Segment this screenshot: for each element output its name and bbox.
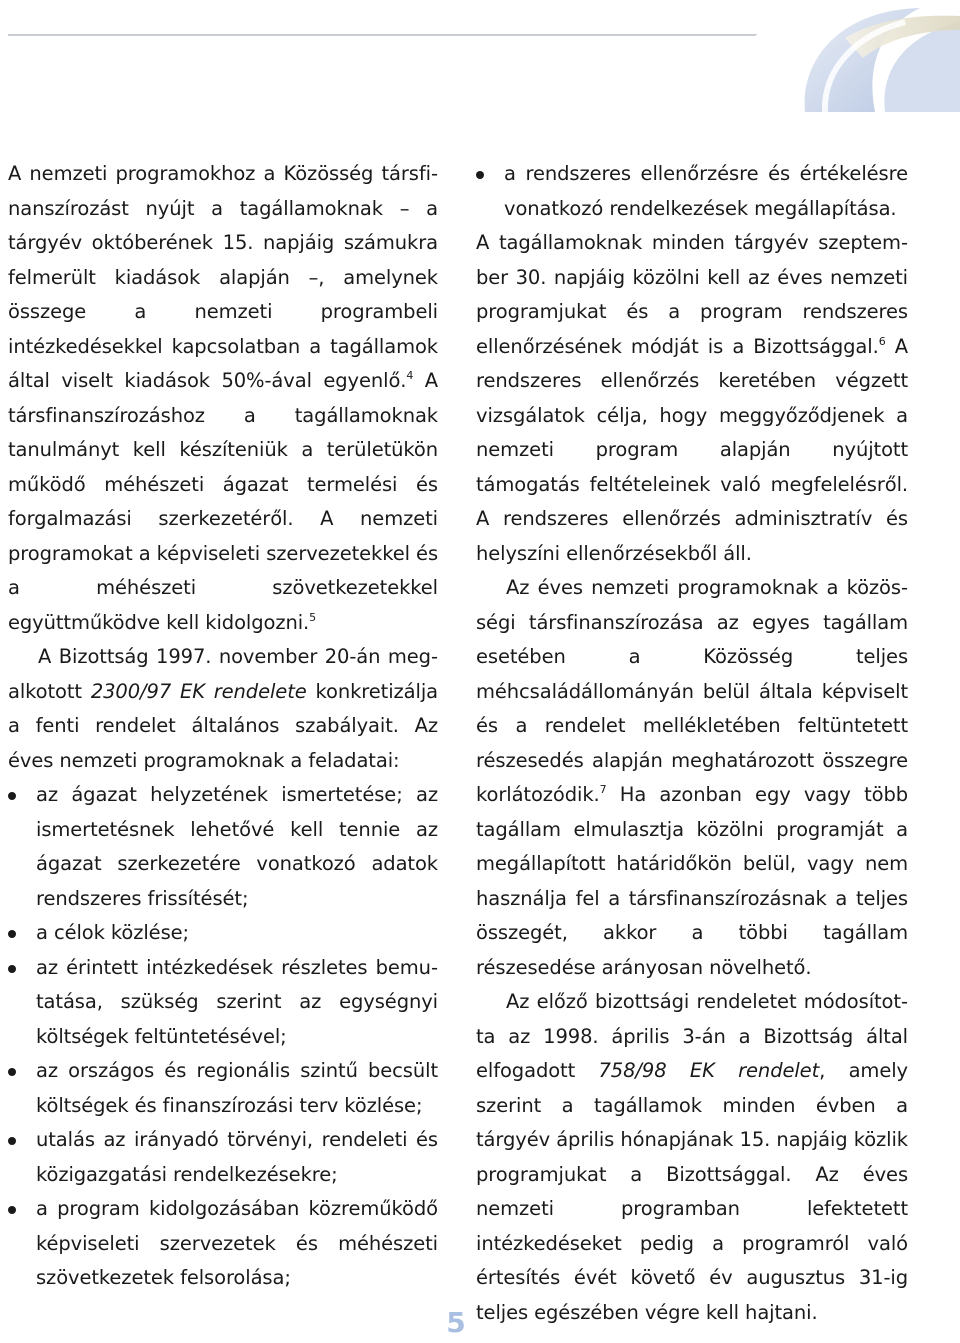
page-number: 5 (446, 1306, 466, 1339)
left-column (8, 157, 438, 1296)
list-item: az érintett intézkedések részletes bemutatása, szükség szerint az egységnyi költségek feltüntetésével; (8, 951, 438, 1055)
footnote-ref: 5 (309, 610, 317, 624)
paragraph: A tagállamoknak minden tárgyév szeptember 30. napjáig közölni kell az éves nemzeti programjukat és a program rendszeres ellenőrzésének módját is a Bizottsággal.$^6$ A rendszeres ellenőrzés keretében végzett vizsgálatok célja, hogy meggyőződjenek a nemzeti program alapján nyújtott támogatás feltételeinek való megfelelésről. A rendszeres ellenőrzés adminisztratív és helyszíni ellenőrzésekből áll. (476, 231, 908, 565)
list-item: utalás az irányadó törvényi, rendeleti és közigazgatási rendelkezésekre; (8, 1123, 438, 1192)
paragraph: Az éves nemzeti programoknak a közösségi társfinanszírozása az egyes tagállam esetében a Közösség teljes méhcsaládállományán belül általa képviselt és a rendelet mellékletében feltüntetett részesedés alapján meghatározott összegre korlátozódik.$^7$ Ha azonban egy vagy több tagállam elmulasztja közölni programját a megállapított határidőkön belül, vagy nem használja fel a társfinanszírozásnak a teljes összegét, akkor a többi tagállam részesedése arányosan növelhető. (476, 576, 908, 979)
task-list-continued (476, 157, 908, 226)
right-column (476, 157, 908, 1330)
list-item: a célok közlése; (8, 916, 438, 951)
list-item: az ágazat helyzetének ismertetése; az ismertetésnek lehetővé kell tennie az ágazat szerkezetére vonatkozó adatok rendszeres frissítését; (8, 778, 438, 916)
footnote-ref: 4 (406, 369, 414, 382)
paragraph: A Bizottság 1997. november 20-án megalkotott 2300/97 EK rendelete konkretizálja a fenti rendelet általános szabályait. Az éves nemzeti programoknak a feladatai: (8, 645, 438, 772)
footnote-ref: 6 (878, 334, 886, 348)
list-item: a rendszeres ellenőrzésre és értékelésre vonatkozó rendelkezések megállapítása. (476, 157, 908, 226)
logo-arc-icon (745, 0, 960, 112)
paragraph: A nemzeti programokhoz a Közösség társfinanszírozást nyújt a tagállamoknak – a tárgyév októberének 15. napjáig számukra felmerült kiadások alapján –, amelynek összege a nemzeti programbeli intézkedésekkel kapcsolatban a tagállamok által viselt kiadások 50%-ával egyenlő.$^4$ A társfinanszírozáshoz a tagállamoknak tanulmányt kell készíteniük a területükön működő méhészeti ágazat termelési és forgalmazási szerkezetéről. A nemzeti programokat a képviseleti szervezetekkel és a méhészeti szövetkezetekkel együttműködve kell kidolgozni.$^5$ (8, 162, 439, 634)
regulation-reference: 2300/97 EK rendelete (90, 679, 307, 703)
list-item: a program kidolgozásában közreműködő képviseleti szervezetek és méhészeti szövetkezetek felsorolása; (8, 1192, 438, 1296)
list-item: az országos és regionális szintű becsült költségek és finanszírozási terv közlése; (8, 1054, 438, 1123)
paragraph: Az előző bizottsági rendeletet módosította az 1998. április 3-án a Bizottság által elfogadott 758/98 EK rendelet, amely szerint a tagállamok minden évben a tárgyév április hónapjának 15. napjáig közlik programjukat a Bizottsággal. Az éves nemzeti programban lefektetett intézkedéseket pedig a programról való értesítés évét követő év augusztus 31-ig teljes egészében végre kell hajtani. (476, 990, 908, 1324)
task-list (8, 778, 438, 1296)
regulation-reference: 758/98 EK rendelet (598, 1059, 820, 1082)
footnote-ref: 7 (599, 783, 607, 796)
